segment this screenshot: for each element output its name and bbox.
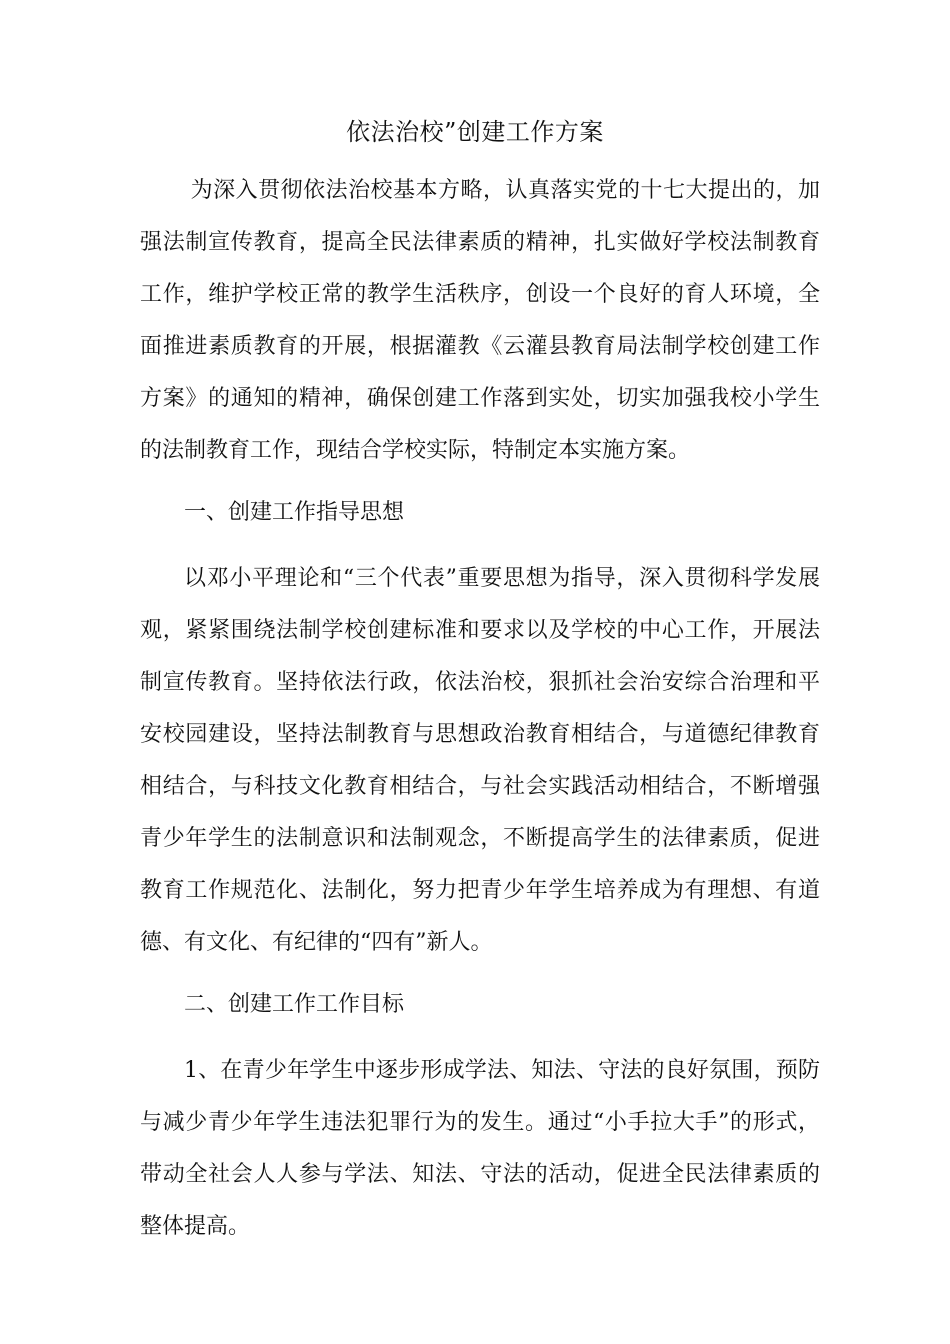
section2-heading: 二、创建工作工作目标 [184, 992, 405, 1017]
document-title: 依法治校”创建工作方案 [346, 118, 604, 146]
document-body [140, 165, 820, 1253]
section2-item-1: 1、在青少年学生中逐步形成学法、知法、守法的良好氛围，预防与减少青少年学生违法犯罪行为的发生。通过“小手拉大手”的形式，带动全社会人人参与学法、知法、守法的活动，促进全民法律素质的整体提高。 [140, 1058, 820, 1239]
section1-paragraph: 以邓小平理论和“三个代表”重要思想为指导，深入贯彻科学发展观，紧紧围绕法制学校创建标准和要求以及学校的中心工作，开展法制宣传教育。坚持依法行政，依法治校，狠抓社会治安综合治理和平安校园建设，坚持法制教育与思想政治教育相结合，与道德纪律教育相结合，与科技文化教育相结合，与社会实践活动相结合，不断增强青少年学生的法制意识和法制观念，不断提高学生的法律素质，促进教育工作规范化、法制化，努力把青少年学生培养成为有理想、有道德、有文化、有纪律的“四有”新人。 [140, 566, 820, 955]
section1-heading: 一、创建工作指导思想 [184, 500, 405, 525]
intro-paragraph: 为深入贯彻依法治校基本方略，认真落实党的十七大提出的，加强法制宣传教育，提高全民法律素质的精神，扎实做好学校法制教育工作，维护学校正常的教学生活秩序，创设一个良好的育人环境，全面推进素质教育的开展，根据灌教《云灌县教育局法制学校创建工作方案》的通知的精神，确保创建工作落到实处，切实加强我校小学生的法制教育工作，现结合学校实际，特制定本实施方案。 [140, 178, 820, 463]
